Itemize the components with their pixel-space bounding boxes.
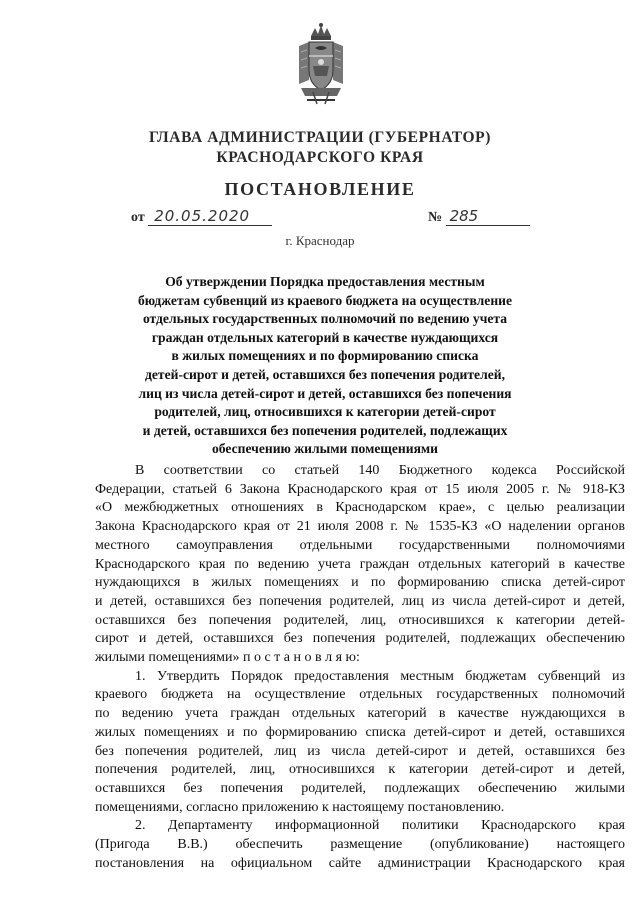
- issuing-authority: [0, 128, 640, 168]
- date-value: 20.05.2020: [148, 207, 272, 226]
- title-line: в жилых помещениях и по формированию списка: [171, 348, 479, 364]
- body-line: попечения родителей, лиц, относившихся к категории детей-сирот и детей,: [95, 762, 625, 778]
- title-line: детей-сирот и детей, оставшихся без попечения родителей,: [145, 366, 505, 382]
- number-field: [428, 207, 530, 226]
- title-line: граждан отдельных категорий в качестве нуждающихся: [151, 329, 499, 345]
- coat-of-arms-emblem: [293, 22, 349, 106]
- city-name: г. Краснодар: [285, 233, 355, 248]
- body-line: 1. Утвердить Порядок предоставления местным бюджетам субвенций из: [135, 668, 625, 684]
- body-line: 2. Департаменту информационной политики Краснодарского края: [135, 818, 625, 834]
- number-label: №: [428, 210, 443, 225]
- authority-line: КРАСНОДАРСКОГО КРАЯ: [216, 149, 424, 166]
- authority-line: ГЛАВА АДМИНИСТРАЦИИ (ГУБЕРНАТОР): [149, 129, 491, 146]
- body-line: постановления на официальном сайте администрации Краснодарского края: [95, 855, 625, 871]
- body-line: по ведению учета граждан отдельных категорий в качестве нуждающихся в: [95, 706, 625, 722]
- body-line: без попечения родителей, лиц из числа детей-сирот и детей, оставшихся без: [95, 743, 625, 759]
- date-field: [131, 207, 272, 226]
- body-line: и детей, оставшихся без попечения родителей, лиц из числа детей-сирот и детей,: [95, 593, 625, 609]
- title-line: обеспечению жилыми помещениями: [211, 441, 439, 457]
- body-line: оставшихся без попечения родителей, лиц, относившихся к категории детей-: [95, 612, 625, 628]
- body-line: сирот и детей, оставшихся без попечения родителей, подлежащих обеспечению: [95, 631, 625, 647]
- body-line: оставшихся без попечения родителей, подлежащих обеспечению жилыми: [95, 780, 625, 796]
- body-line: В соответствии со статьей 140 Бюджетного кодекса Российской: [135, 463, 625, 478]
- title-line: отдельных государственных полномочий по ведению учета: [142, 311, 508, 327]
- body-line: (Пригода В.В.) обеспечить размещение (опубликование) настоящего: [95, 837, 625, 853]
- body-line: жилыми помещениями» п о с т а н о в л я ю:: [95, 650, 360, 666]
- date-label: от: [131, 210, 145, 225]
- body-line: Краснодарского края по ведению учета граждан отдельных категорий в качестве: [95, 556, 625, 572]
- document-body: [95, 462, 625, 873]
- document-type-heading: ПОСТАНОВЛЕНИЕ: [224, 179, 416, 199]
- body-line: «О межбюджетных отношениях в Краснодарском крае», с целью реализации: [95, 500, 625, 516]
- title-line: бюджетам субвенций из краевого бюджета на осуществление: [137, 292, 513, 308]
- document-title: [120, 273, 530, 459]
- title-line: и детей, оставшихся без попечения родителей, подлежащих: [142, 422, 508, 438]
- body-line: нуждающихся в жилых помещениях и по формированию списка детей-сирот: [95, 575, 625, 591]
- title-line: родителей, лиц, относившихся к категории детей-сирот: [154, 404, 496, 420]
- title-line: лиц из числа детей-сирот и детей, оставшихся без попечения: [138, 385, 512, 401]
- title-line: Об утверждении Порядка предоставления местным: [165, 274, 485, 289]
- body-line: краевого бюджета на осуществление отдельных государственных полномочий: [95, 687, 625, 703]
- body-line: местного самоуправления отдельными государственными полномочиями: [95, 537, 625, 553]
- number-value: 285: [446, 207, 530, 226]
- body-line: жилых помещениях и по формированию списка детей-сирот и детей, оставшихся: [95, 724, 625, 740]
- body-line: Закона Краснодарского края от 21 июля 2008 г. № 1535-КЗ «О наделении органов: [95, 519, 625, 535]
- body-line: Федерации, статьей 6 Закона Краснодарского края от 15 июля 2005 г. № 918-КЗ: [95, 481, 625, 497]
- body-line: помещениями, согласно приложению к настоящему постановлению.: [95, 799, 505, 815]
